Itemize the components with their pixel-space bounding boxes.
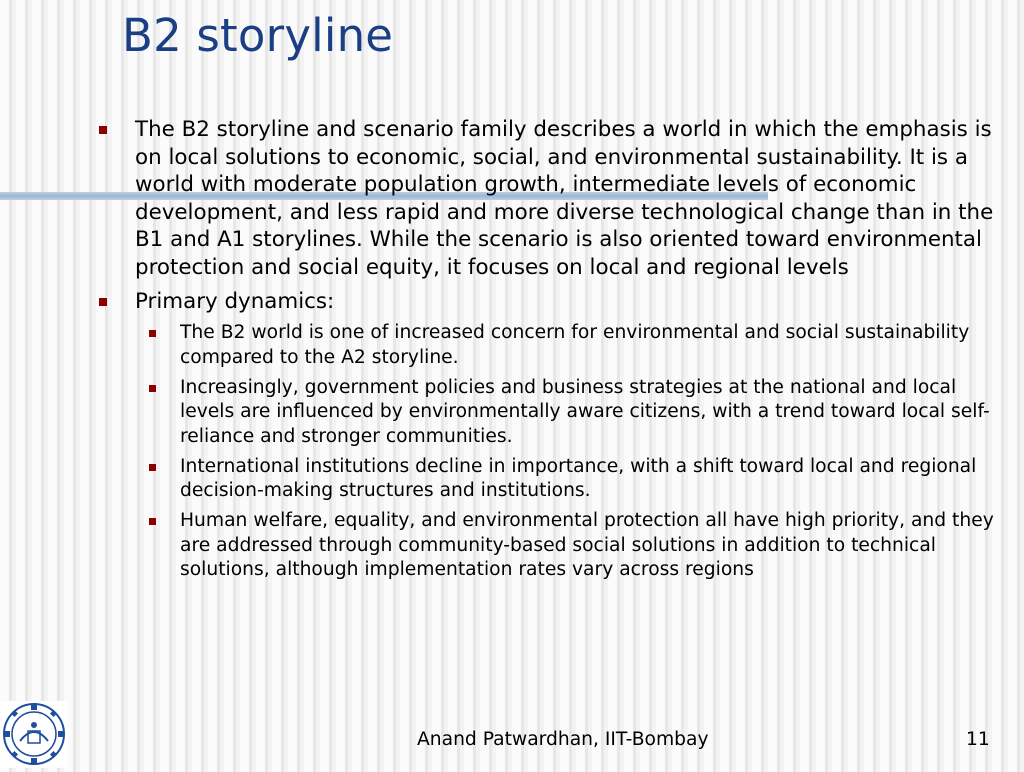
sub-bullet-text: Human welfare, equality, and environmental protection all have high priority, and they are addressed through community-based social solutions in addition to technical solutions, although implementation rates vary across regions <box>180 510 994 581</box>
bullet-text: Primary dynamics: <box>135 288 335 314</box>
page-number: 11 <box>966 729 990 750</box>
sub-bullet-list <box>135 321 996 583</box>
iit-bombay-logo-icon <box>0 701 68 768</box>
sub-bullet-item <box>135 455 996 504</box>
sub-bullet-text: The B2 world is one of increased concern for environmental and social sustainability compared to the A2 storyline. <box>180 322 970 368</box>
sub-bullet-text: International institutions decline in importance, with a shift toward local and regional decision-making structures and institutions. <box>180 455 977 502</box>
bullet-text: The B2 storyline and scenario family describes a world in which the emphasis is on local solutions to economic, social, and environmental sustainability. It is a world with moderate population growth, intermediate levels of economic development, and less rapid and more diverse technological change than in the B1 and A1 storylines. While the scenario is also oriented toward environmental protection and social equity, it focuses on local and regional levels <box>135 117 994 280</box>
logo-graphic <box>0 701 68 768</box>
sub-bullet-item <box>135 376 996 450</box>
square-bullet-icon <box>149 464 156 471</box>
square-bullet-icon <box>99 298 107 306</box>
footer-author: Anand Patwardhan, IIT-Bombay <box>417 729 709 750</box>
slide-content <box>96 116 996 588</box>
square-bullet-icon <box>149 385 156 392</box>
sub-bullet-item <box>135 321 996 370</box>
bullet-item <box>96 288 996 316</box>
square-bullet-icon <box>149 330 156 337</box>
sub-bullet-item <box>135 509 996 583</box>
bullet-item <box>96 116 996 282</box>
slide-title: B2 storyline <box>122 9 394 62</box>
square-bullet-icon <box>99 126 107 134</box>
sub-bullet-text: Increasingly, government policies and business strategies at the national and local levels are influenced by environmentally aware citizens, with a trend toward local self-reliance and stronger communities. <box>180 376 990 447</box>
square-bullet-icon <box>149 518 156 525</box>
